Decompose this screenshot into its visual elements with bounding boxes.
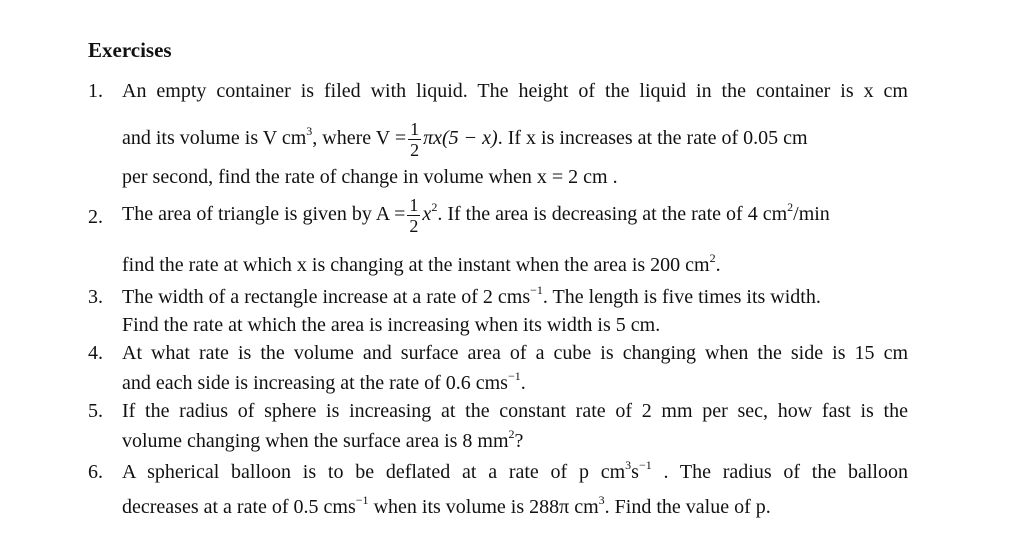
item-number: 1. [88, 80, 103, 102]
item-text-line: find the rate at which x is changing at the instant when the area is 200 $cm^2$. [122, 251, 721, 276]
item-text-line: At what rate is the volume and surface area of a cube is changing when the side is 15 cm [122, 342, 908, 364]
item-text-line: per second, find the rate of change in volume when x = 2 cm . [122, 166, 618, 188]
item-text-line: The area of triangle is given by A = $\frac{1}{2}$ $x^2$. If the area is decreasing at the rate of 4 $cm^2/\min$ [122, 195, 830, 236]
item-number: 2. [88, 206, 103, 228]
item-number: 4. [88, 342, 103, 364]
item-text-line: and each side is increasing at the rate of 0.6 cms$^{-1}$. [122, 369, 526, 394]
page-title: Exercises [88, 38, 172, 62]
item-text-line: and its volume is V $cm^3$, where V = $\frac{1}{2}$ πx(5 − x). If x is increases at the rate of 0.05 cm [122, 119, 808, 160]
item-text-line: volume changing when the surface area is 8 $mm^2$? [122, 427, 524, 452]
item-text-line: decreases at a rate of 0.5 cms$^{-1}$ when its volume is 288π $cm^3$. Find the value of p. [122, 493, 771, 518]
item-number: 6. [88, 461, 103, 483]
item-number: 5. [88, 400, 103, 422]
fraction: $\frac{1}{2}$ [410, 119, 420, 160]
item-text-line: An empty container is filed with liquid. The height of the liquid in the container is x cm [122, 80, 908, 102]
item-text-line: The width of a rectangle increase at a rate of 2 cms$^{-1}$. The length is five times its width. [122, 283, 821, 308]
fraction: $\frac{1}{2}$ [409, 195, 419, 236]
item-text-line: A spherical balloon is to be deflated at a rate of p $cm^3s^{-1}$ . The radius of the balloon [122, 458, 908, 483]
item-text-line: Find the rate at which the area is increasing when its width is 5 cm. [122, 314, 661, 336]
item-text-line: If the radius of sphere is increasing at the constant rate of 2 mm per sec, how fast is the [122, 400, 908, 422]
item-number: 3. [88, 286, 103, 308]
